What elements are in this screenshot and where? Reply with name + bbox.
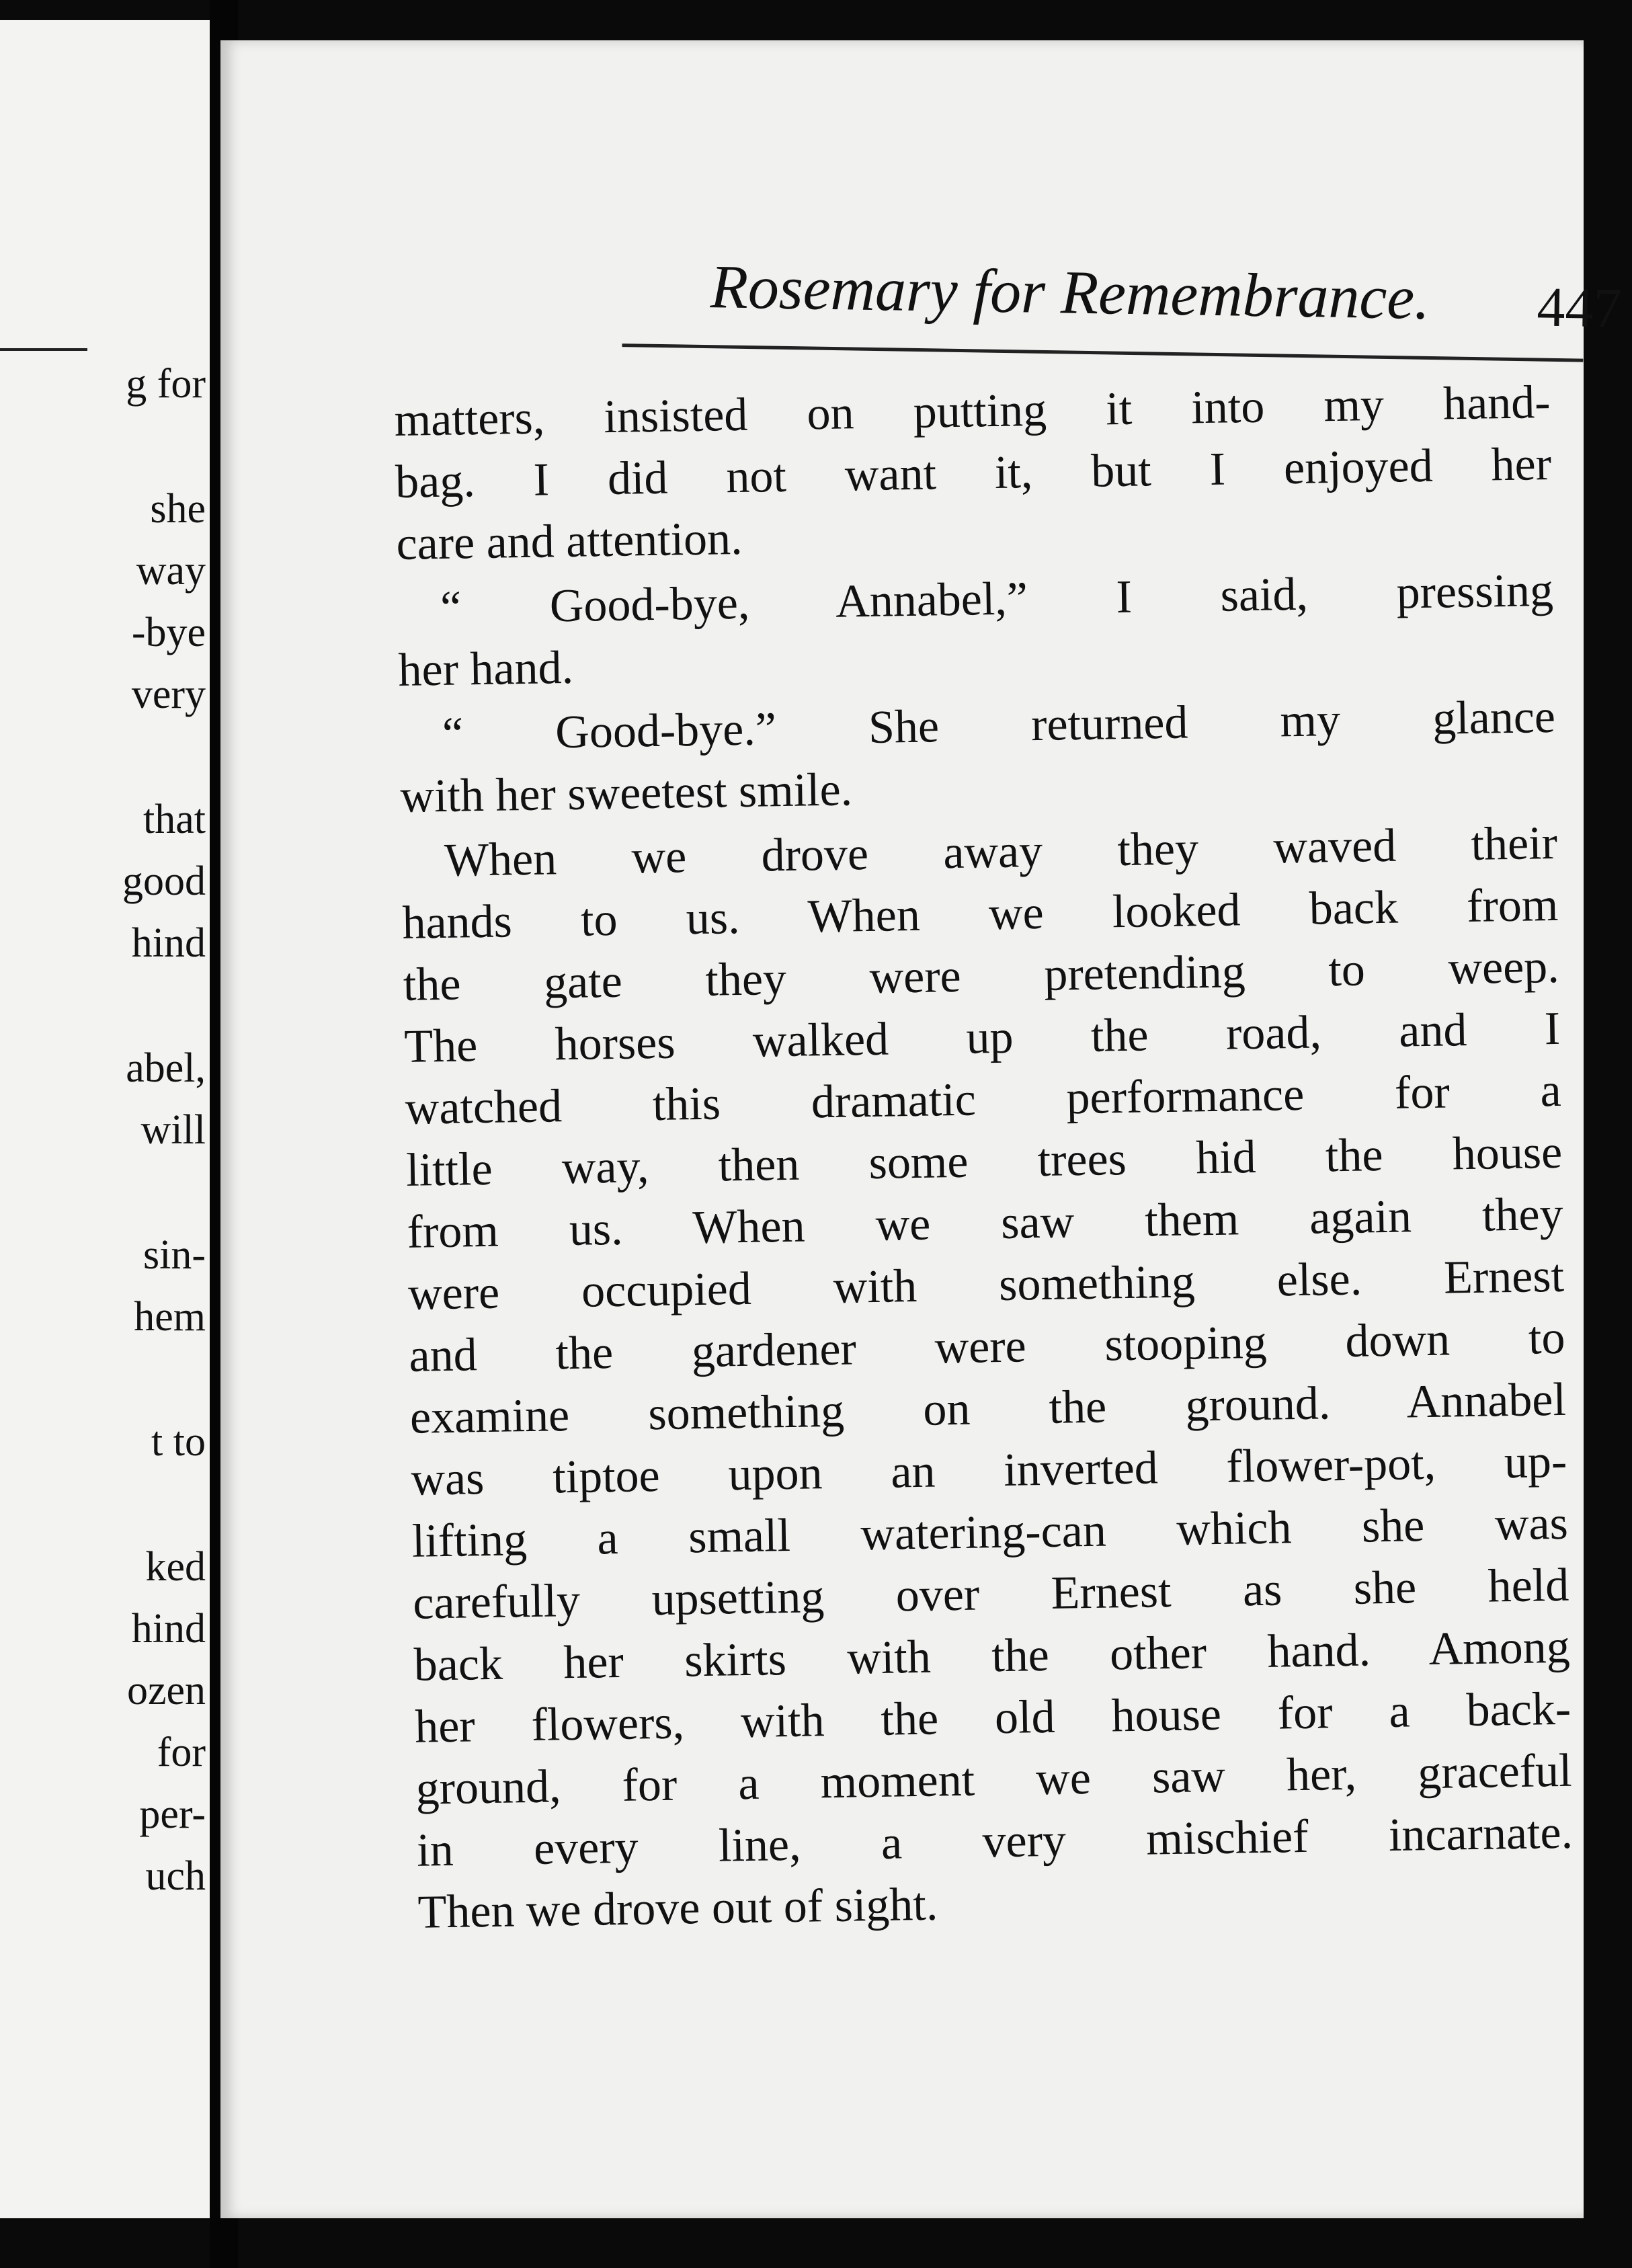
left-page-line: per- — [139, 1791, 206, 1837]
left-page-line: good — [122, 858, 206, 904]
text-line: from us. When we saw them again they — [407, 1188, 1564, 1258]
text-line: back her skirts with the other hand. Among — [413, 1621, 1571, 1691]
text-line: little way, then some trees hid the house — [405, 1126, 1563, 1197]
left-page-line: -bye — [131, 610, 206, 655]
left-page-line: for — [157, 1730, 206, 1775]
text-line: carefully upsetting over Ernest as she held — [412, 1559, 1569, 1629]
left-page-line: will — [140, 1107, 206, 1153]
left-page-fragment — [0, 20, 210, 2218]
left-page-line: hem — [134, 1294, 206, 1340]
running-title: Rosemary for Remembrance. — [710, 252, 1431, 332]
text-line: the gate they were pretending to weep. — [403, 940, 1560, 1011]
text-line: lifting a small watering-can which she was — [411, 1497, 1569, 1568]
left-page-line: abel, — [126, 1045, 206, 1091]
left-page-line: very — [131, 672, 206, 717]
left-page-line: g for — [126, 361, 206, 407]
left-page-line: ozen — [126, 1668, 206, 1713]
left-page-header-rule — [0, 348, 87, 351]
page-number: 447 — [1536, 276, 1623, 340]
text-line: ground, for a moment we saw her, graceful — [415, 1744, 1573, 1815]
left-page-line: sin- — [143, 1232, 206, 1278]
text-line: “ Good-bye, Annabel,” I said, pressing — [440, 564, 1554, 634]
text-line: “ Good-bye.” She returned my glance — [442, 690, 1556, 760]
text-line: When we drove away they waved their — [444, 817, 1558, 887]
text-line: hands to us. When we looked back from — [401, 879, 1559, 949]
text-line: care and attention. — [396, 512, 743, 570]
right-page — [220, 40, 1623, 2218]
text-line: in every line, a very mischief incarnate. — [416, 1806, 1574, 1877]
left-page-line: uch — [145, 1853, 206, 1899]
text-line: Then we drove out of sight. — [417, 1878, 938, 1939]
text-line: was tiptoe upon an inverted flower-pot, up- — [410, 1435, 1567, 1506]
text-line: examine something on the ground. Annabel — [409, 1373, 1567, 1444]
header-rule — [622, 343, 1583, 362]
left-page-line: that — [143, 797, 206, 842]
body-text — [394, 372, 1574, 1944]
left-page-line: t to — [151, 1419, 206, 1465]
text-line: and the gardener were stooping down to — [408, 1311, 1565, 1382]
text-line: matters, insisted on putting it into my hand- — [394, 376, 1551, 446]
left-page-line: she — [150, 486, 206, 532]
text-line: watched this dramatic performance for a — [405, 1064, 1562, 1135]
text-line: with her sweetest smile. — [399, 764, 853, 823]
left-page-line: ked — [145, 1544, 206, 1590]
left-page-line: hind — [131, 1606, 206, 1652]
text-line: her flowers, with the old house for a back- — [414, 1683, 1572, 1753]
text-line: were occupied with something else. Ernest — [407, 1250, 1565, 1320]
text-line: her hand. — [397, 641, 574, 696]
text-line: bag. I did not want it, but I enjoyed her — [395, 438, 1552, 508]
left-page-line: way — [136, 548, 206, 594]
text-line: The horses walked up the road, and I — [403, 1002, 1561, 1073]
page-header — [488, 235, 1623, 346]
left-page-line: hind — [131, 920, 206, 966]
